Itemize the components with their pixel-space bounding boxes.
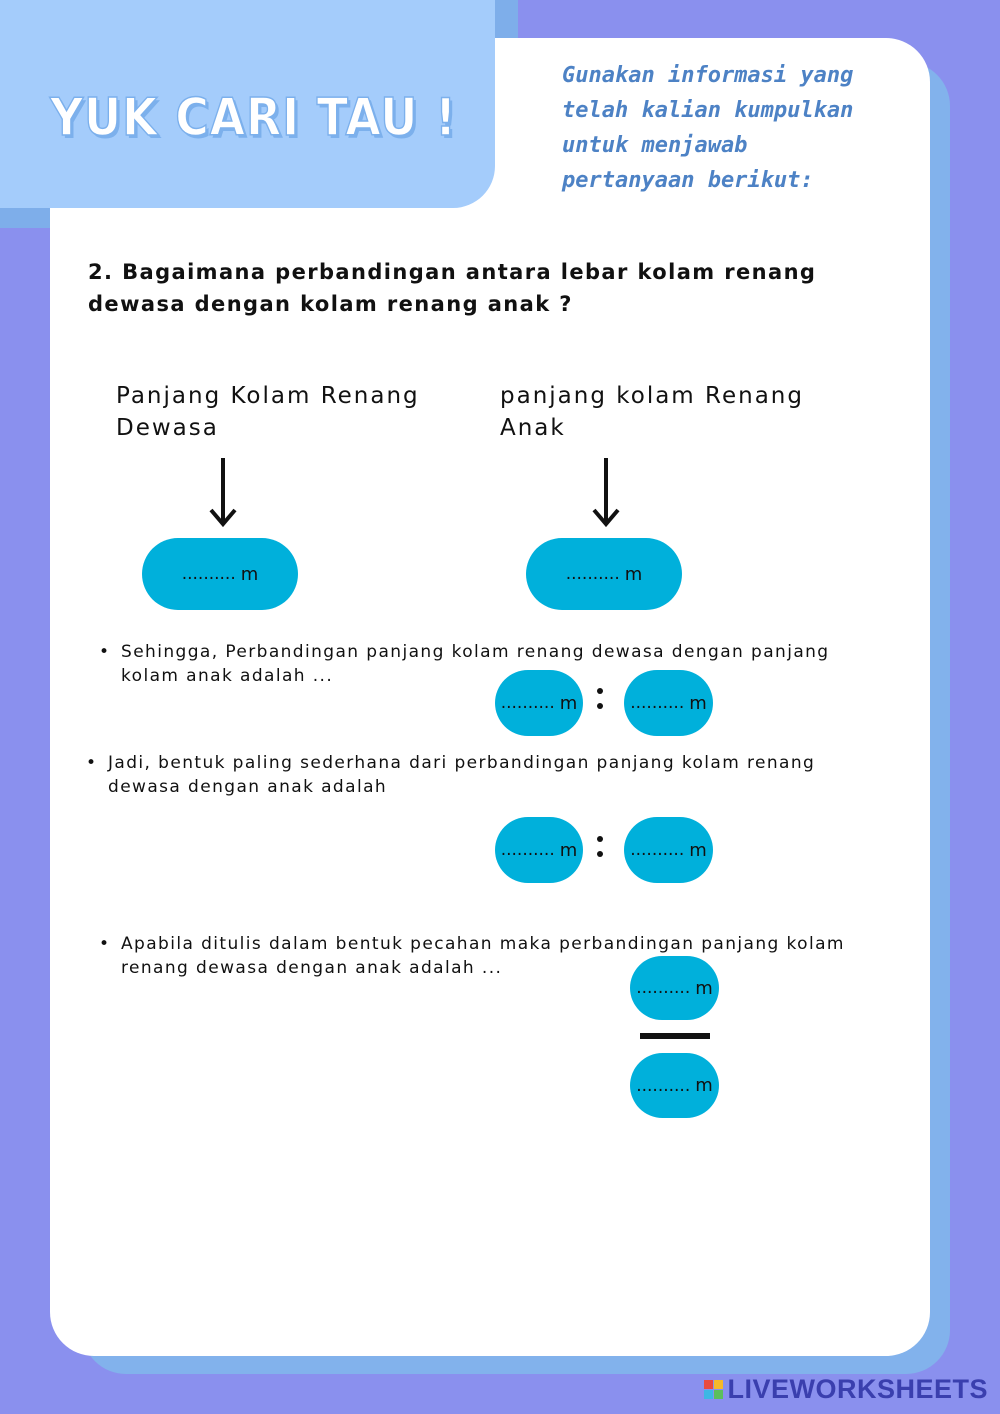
answer-blank: .......... [636, 1075, 691, 1096]
unit-label: m [559, 839, 578, 861]
bullet-marker: • [99, 642, 111, 662]
ratio-colon [596, 836, 604, 857]
answer-blank: .......... [630, 840, 685, 860]
ratio-statement: Sehingga, Perbandingan panjang kolam renang dewasa dengan panjang kolam anak adalah ... [121, 642, 830, 686]
unit-label: m [559, 692, 578, 714]
fraction-bar [640, 1033, 710, 1039]
list-item [86, 751, 848, 799]
child-length-answer[interactable] [526, 538, 682, 610]
bullet-marker: • [86, 753, 98, 773]
answer-blank: .......... [500, 840, 555, 860]
simplest-adult-answer[interactable] [495, 817, 583, 883]
ratio-adult-answer[interactable] [495, 670, 583, 736]
answer-blank: .......... [636, 978, 691, 998]
liveworksheets-logo-icon [704, 1380, 723, 1399]
question-text: 2. Bagaimana perbandingan antara lebar kolam renang dewasa dengan kolam renang anak ? [88, 260, 817, 316]
intro-text: Gunakan informasi yang telah kalian kumpulkan untuk menjawab pertanyaan berikut: [562, 63, 854, 193]
list-item [99, 932, 881, 980]
unit-label: m [695, 1075, 713, 1096]
adult-length-answer[interactable] [142, 538, 298, 610]
answer-blank: .......... [630, 693, 685, 713]
unit-label: m [624, 563, 643, 585]
simplest-statement: Jadi, bentuk paling sederhana dari perbandingan panjang kolam renang dewasa dengan anak adalah [108, 753, 816, 797]
unit-label: m [695, 977, 713, 999]
simplest-child-answer[interactable] [624, 817, 713, 883]
arrow-down-icon [591, 458, 621, 528]
ratio-colon [596, 688, 604, 709]
page-title: YUK CARI TAU ! [50, 88, 457, 148]
fraction-numerator-answer[interactable] [630, 956, 719, 1020]
unit-label: m [689, 839, 707, 861]
unit-label: m [689, 692, 707, 714]
ratio-child-answer[interactable] [624, 670, 713, 736]
watermark-text: LIVEWORKSHEETS [727, 1373, 988, 1404]
worksheet-card [50, 38, 930, 1356]
arrow-down-icon [208, 458, 238, 528]
child-pool-label: panjang kolam Renang Anak [500, 383, 804, 441]
list-item [99, 640, 861, 688]
bullet-marker: • [99, 934, 111, 954]
fraction-statement: Apabila ditulis dalam bentuk pecahan maka perbandingan panjang kolam renang dewasa dengan anak adalah ... [121, 934, 845, 978]
fraction-denominator-answer[interactable] [630, 1053, 719, 1118]
answer-blank: .......... [500, 693, 555, 713]
answer-blank: .......... [565, 564, 620, 584]
adult-pool-label: Panjang Kolam Renang Dewasa [116, 383, 420, 441]
unit-label: m [240, 563, 259, 585]
liveworksheets-watermark [704, 1374, 988, 1404]
answer-blank: .......... [181, 564, 236, 584]
